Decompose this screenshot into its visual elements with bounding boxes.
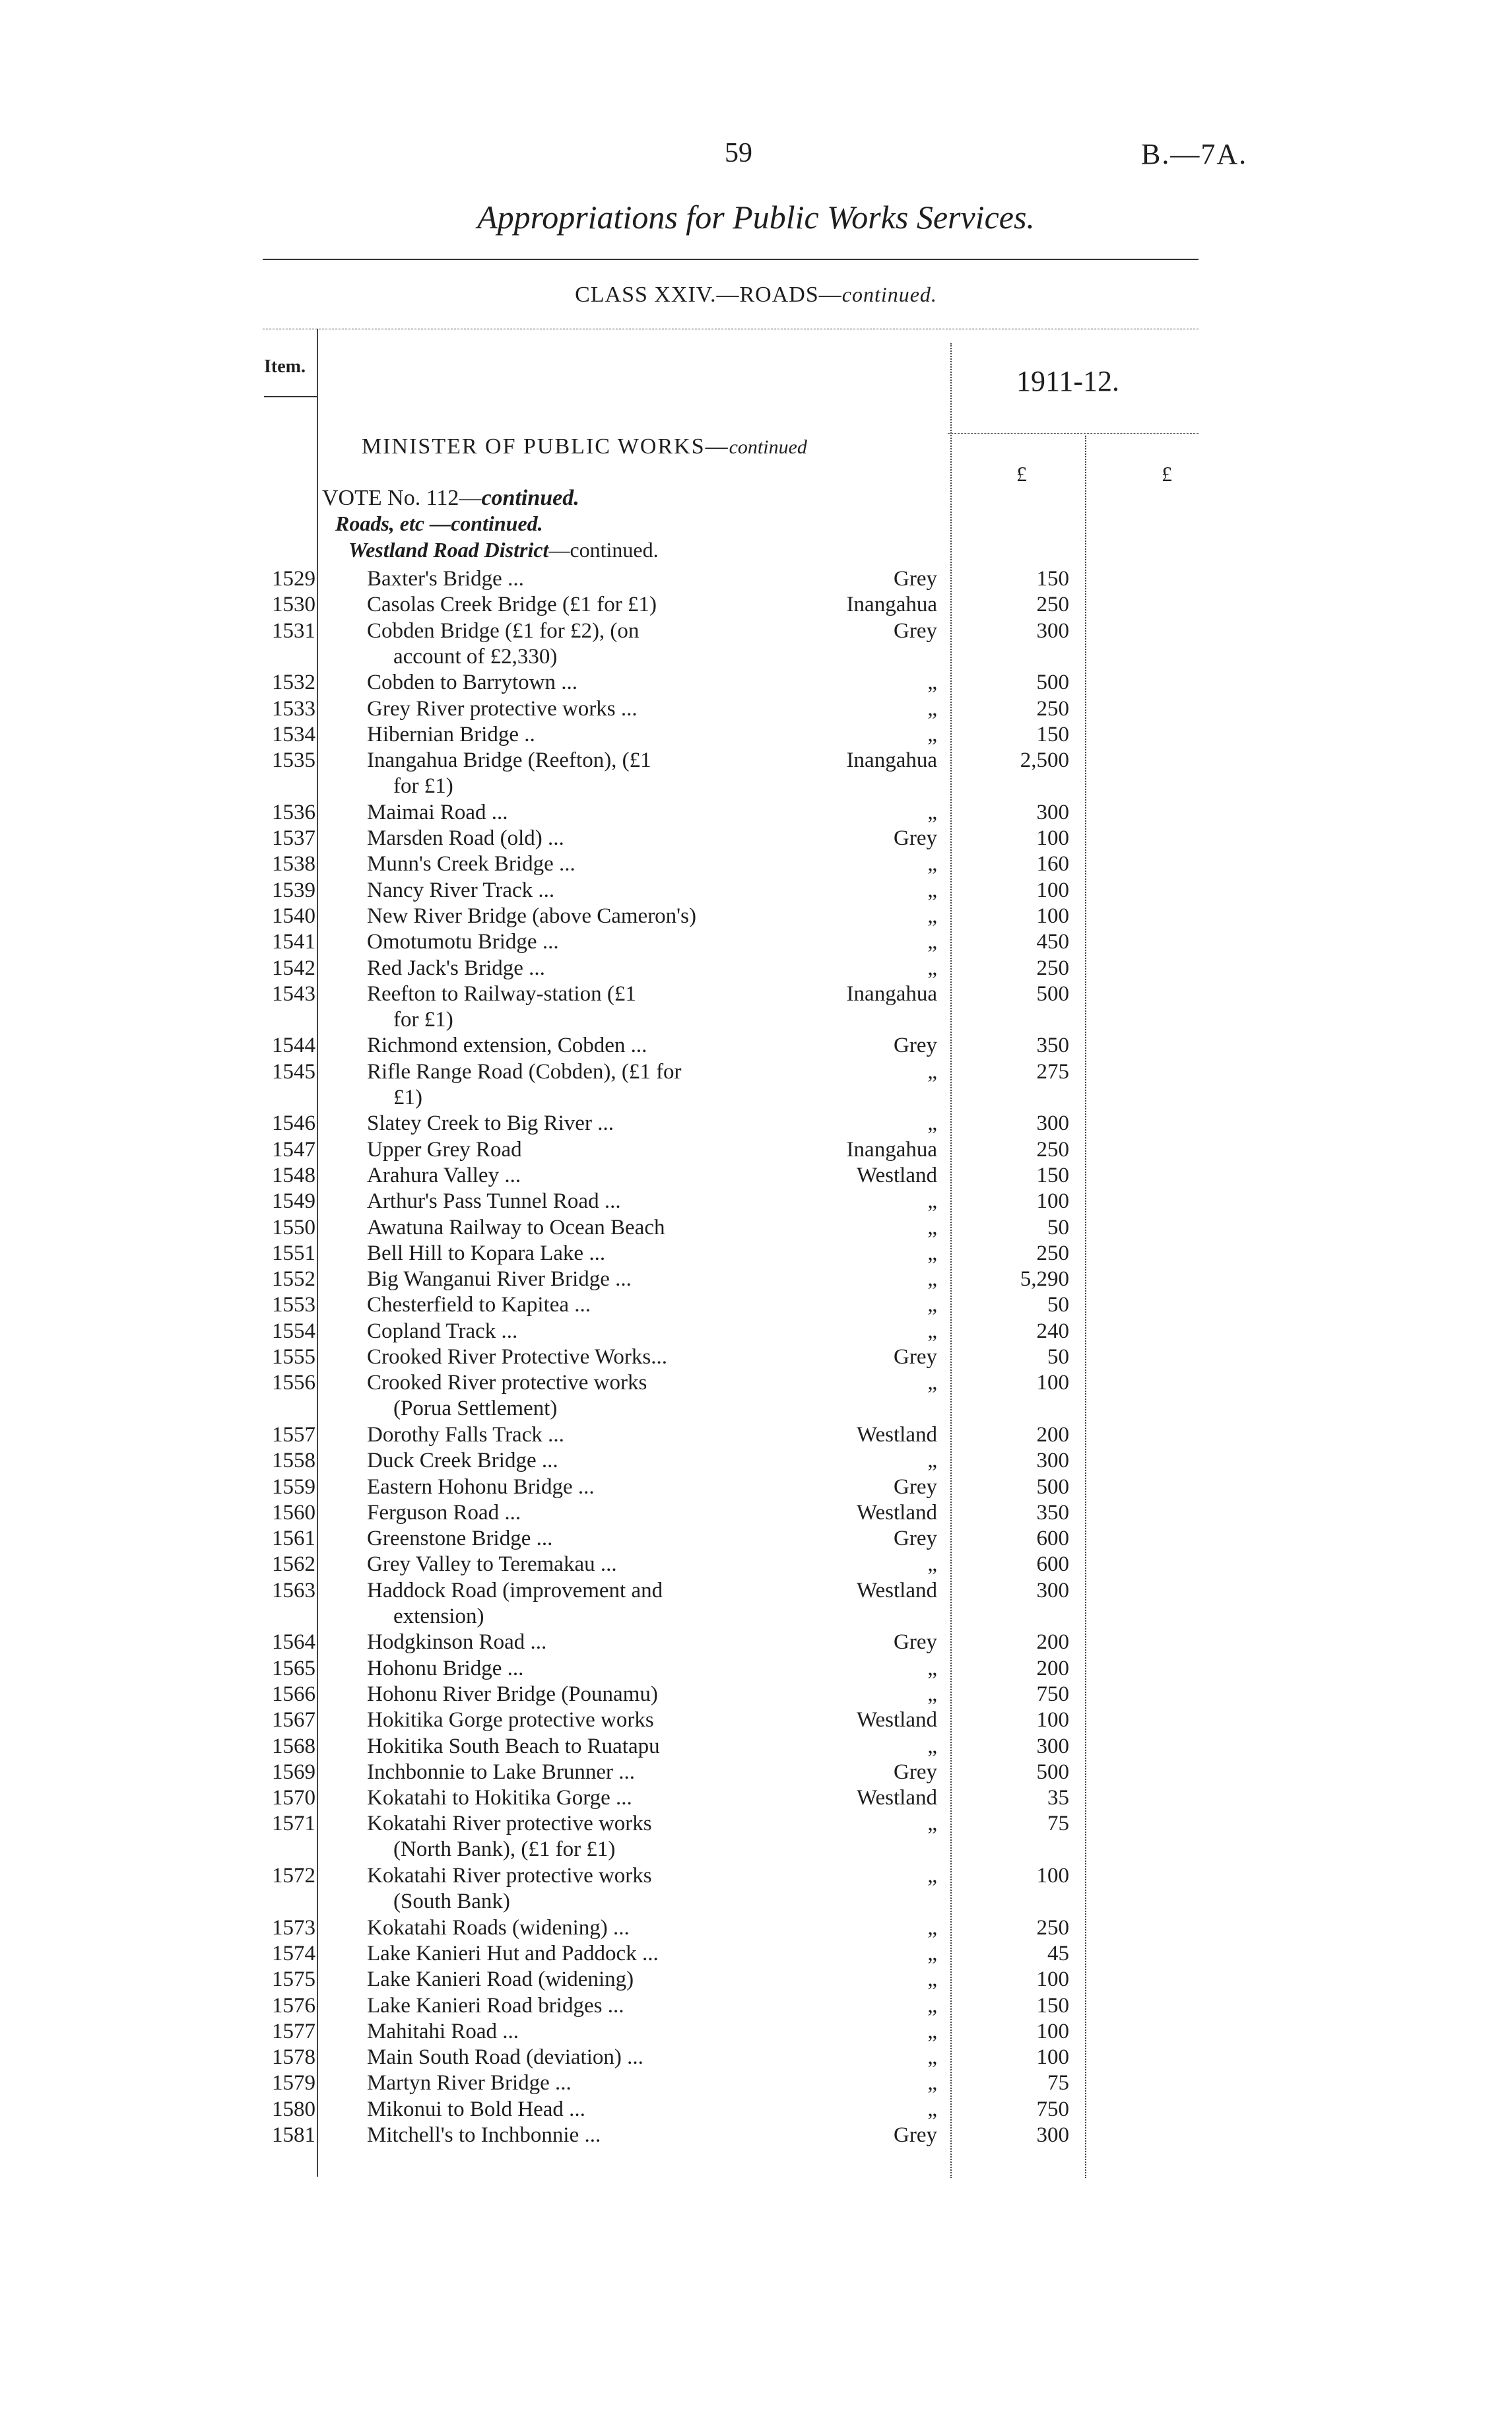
item-electorate: „: [927, 696, 937, 721]
item-amount: 100: [1036, 878, 1069, 902]
item-number: 1543: [272, 981, 315, 1006]
item-electorate: „: [927, 1812, 937, 1836]
item-electorate: „: [927, 1267, 937, 1292]
item-number: 1554: [272, 1319, 315, 1343]
item-description: [367, 1941, 770, 1967]
item-number: 1542: [272, 956, 315, 980]
ministry-heading-continued: continued: [729, 436, 807, 458]
item-amount: 350: [1036, 1500, 1069, 1525]
item-description: [367, 1292, 770, 1318]
item-electorate: Westland: [857, 1786, 937, 1810]
item-description-continuation: extension): [393, 1604, 484, 1628]
item-description: [367, 1863, 770, 1915]
item-amount: 750: [1036, 1682, 1069, 1706]
item-description: [367, 1578, 770, 1630]
item-electorate: „: [927, 1941, 937, 1965]
item-amount: 300: [1036, 2123, 1069, 2147]
item-number: 1560: [272, 1500, 315, 1525]
item-description: [367, 956, 770, 981]
item-amount: 600: [1036, 1552, 1069, 1577]
vote-heading-text: VOTE No. 112—: [322, 486, 482, 510]
item-number: 1541: [272, 930, 315, 954]
item-amount: 100: [1036, 2045, 1069, 2070]
item-description-line: Chesterfield to Kapitea ...: [367, 1293, 591, 1317]
item-electorate: Grey: [894, 1474, 937, 1499]
item-description: [367, 566, 770, 592]
item-electorate: „: [927, 1215, 937, 1239]
item-electorate: „: [927, 2097, 937, 2121]
item-amount: 300: [1036, 618, 1069, 643]
item-number: 1575: [272, 1967, 315, 1992]
item-amount: 100: [1036, 826, 1069, 850]
item-number: 1576: [272, 1993, 315, 2018]
item-description: [367, 1760, 770, 1785]
item-description-line: Lake Kanieri Road (widening): [367, 1967, 634, 1992]
item-number: 1539: [272, 878, 315, 902]
item-electorate: „: [927, 956, 937, 980]
item-amount: 300: [1036, 1578, 1069, 1602]
item-amount: 250: [1036, 696, 1069, 721]
item-number: 1534: [272, 722, 315, 746]
item-amount: 50: [1047, 1293, 1069, 1317]
item-description: [367, 2070, 770, 2096]
item-description-line: Copland Track ...: [367, 1319, 518, 1343]
item-electorate: „: [927, 1682, 937, 1706]
item-description: [367, 851, 770, 877]
item-amount: 300: [1036, 800, 1069, 824]
item-number: 1558: [272, 1449, 315, 1473]
item-amount: 250: [1036, 1241, 1069, 1265]
item-description-line: Awatuna Railway to Ocean Beach: [367, 1215, 665, 1239]
item-description-line: Lake Kanieri Road bridges ...: [367, 1993, 624, 2018]
vote-heading: [322, 486, 579, 511]
item-description: [367, 1811, 770, 1863]
district-heading-continued: —continued.: [548, 538, 659, 562]
item-amount: 300: [1036, 1734, 1069, 1758]
item-number: 1559: [272, 1474, 315, 1499]
item-description-continuation: account of £2,330): [393, 644, 558, 669]
item-number: 1530: [272, 593, 315, 617]
item-amount: 240: [1036, 1319, 1069, 1343]
item-description-line: Marsden Road (old) ...: [367, 826, 564, 850]
item-description: [367, 1526, 770, 1552]
item-description-line: Lake Kanieri Hut and Paddock ...: [367, 1941, 659, 1965]
item-number: 1547: [272, 1137, 315, 1162]
item-description-line: Hohonu River Bridge (Pounamu): [367, 1682, 658, 1706]
item-electorate: „: [927, 1241, 937, 1265]
item-description-line: Reefton to Railway-station (£1: [367, 981, 636, 1006]
item-description: [367, 1344, 770, 1370]
item-description: [367, 1422, 770, 1448]
item-description-line: Maimai Road ...: [367, 800, 508, 824]
item-amount: 50: [1047, 1345, 1069, 1369]
item-number: 1556: [272, 1371, 315, 1395]
item-description: [367, 1059, 770, 1111]
item-amount: 35: [1047, 1786, 1069, 1810]
item-amount: 250: [1036, 956, 1069, 980]
item-description-continuation: (South Bank): [393, 1890, 510, 1913]
item-electorate: „: [927, 1189, 937, 1214]
item-electorate: „: [927, 1059, 937, 1084]
item-description-line: Duck Creek Bridge ...: [367, 1449, 558, 1473]
item-description: [367, 2045, 770, 2070]
roads-heading: Roads, etc —continued.: [335, 512, 543, 535]
item-description: [367, 1785, 770, 1811]
item-description-line: Dorothy Falls Track ...: [367, 1422, 564, 1447]
item-number: 1557: [272, 1422, 315, 1447]
item-description: [367, 670, 770, 696]
item-number: 1562: [272, 1552, 315, 1577]
electorate-column-divider: [950, 343, 952, 2178]
item-description: [367, 1915, 770, 1941]
item-description-line: Cobden to Barrytown ...: [367, 671, 577, 695]
item-electorate: „: [927, 2019, 937, 2043]
item-electorate: Grey: [894, 826, 937, 850]
item-description-line: Cobden Bridge (£1 for £2), (on: [367, 618, 640, 643]
item-electorate: „: [927, 904, 937, 928]
item-number: 1529: [272, 567, 315, 591]
item-number: 1555: [272, 1345, 315, 1369]
item-description-line: Baxter's Bridge ...: [367, 567, 524, 591]
item-description-line: Main South Road (deviation) ...: [367, 2045, 643, 2070]
item-description-line: Kokatahi River protective works: [367, 1812, 652, 1836]
item-amount: 300: [1036, 1449, 1069, 1473]
item-number: 1578: [272, 2045, 315, 2070]
item-description: [367, 878, 770, 904]
item-description-line: Kokatahi Roads (widening) ...: [367, 1915, 630, 1940]
item-description: [367, 1707, 770, 1733]
item-electorate: Inangahua: [846, 981, 937, 1006]
item-description-line: Crooked River Protective Works...: [367, 1345, 667, 1369]
item-electorate: „: [927, 878, 937, 902]
item-description-line: Martyn River Bridge ...: [367, 2071, 572, 2096]
item-number: 1569: [272, 1760, 315, 1784]
item-description-line: Kokatahi River protective works: [367, 1864, 652, 1888]
title-rule: [263, 259, 1199, 260]
item-description: [367, 981, 770, 1033]
item-amount: 45: [1047, 1941, 1069, 1965]
item-amount: 350: [1036, 1034, 1069, 1058]
district-heading: [348, 538, 659, 562]
item-number: 1580: [272, 2097, 315, 2121]
item-description: [367, 1241, 770, 1267]
item-description-line: Grey River protective works ...: [367, 696, 638, 721]
item-description-line: Arthur's Pass Tunnel Road ...: [367, 1189, 621, 1214]
item-amount: 300: [1036, 1111, 1069, 1136]
item-amount: 75: [1047, 2071, 1069, 2096]
item-amount: 275: [1036, 1059, 1069, 1084]
item-electorate: Grey: [894, 618, 937, 643]
item-electorate: „: [927, 1111, 937, 1136]
item-amount: 150: [1036, 1163, 1069, 1187]
item-description-line: Richmond extension, Cobden ...: [367, 1034, 647, 1058]
item-electorate: „: [927, 1734, 937, 1758]
item-description-line: Slatey Creek to Big River ...: [367, 1111, 614, 1136]
item-description-line: Kokatahi to Hokitika Gorge ...: [367, 1786, 632, 1810]
item-electorate: „: [927, 2071, 937, 2096]
item-description: [367, 800, 770, 826]
item-amount: 75: [1047, 1812, 1069, 1836]
item-electorate: „: [927, 1552, 937, 1577]
item-electorate: Inangahua: [846, 748, 937, 773]
item-electorate: Grey: [894, 1630, 937, 1655]
item-electorate: Westland: [857, 1500, 937, 1525]
item-electorate: „: [927, 800, 937, 824]
item-electorate: „: [927, 2045, 937, 2070]
class-heading-text: CLASS XXIV.—ROADS—: [575, 282, 842, 307]
item-description-line: Hodgkinson Road ...: [367, 1630, 547, 1655]
item-amount: 50: [1047, 1215, 1069, 1239]
item-description: [367, 1111, 770, 1137]
vote-heading-continued: continued.: [481, 486, 579, 510]
item-number: 1536: [272, 800, 315, 824]
item-amount: 160: [1036, 852, 1069, 876]
item-amount: 200: [1036, 1630, 1069, 1655]
item-description: [367, 2123, 770, 2148]
item-description: [367, 1682, 770, 1707]
item-amount: 250: [1036, 593, 1069, 617]
year-column-header: 1911-12.: [1016, 365, 1120, 397]
item-number: 1535: [272, 748, 315, 773]
item-description-line: Upper Grey Road: [367, 1137, 522, 1162]
item-amount: 200: [1036, 1656, 1069, 1680]
item-number: 1540: [272, 904, 315, 928]
currency-header-1: £: [1016, 462, 1027, 486]
item-amount: 150: [1036, 567, 1069, 591]
item-amount: 450: [1036, 930, 1069, 954]
item-description: [367, 748, 770, 799]
item-electorate: Grey: [894, 1345, 937, 1369]
item-description-line: Mahitahi Road ...: [367, 2019, 519, 2043]
item-electorate: Inangahua: [846, 1137, 937, 1162]
item-description: [367, 1267, 770, 1292]
item-number: 1561: [272, 1527, 315, 1551]
item-description: [367, 1552, 770, 1577]
item-electorate: Grey: [894, 1527, 937, 1551]
item-amount: 100: [1036, 904, 1069, 928]
item-description: [367, 1474, 770, 1500]
item-electorate: Westland: [857, 1578, 937, 1602]
item-description: [367, 592, 770, 618]
item-electorate: Westland: [857, 1708, 937, 1732]
item-amount: 100: [1036, 1967, 1069, 1992]
item-number: 1538: [272, 852, 315, 876]
item-description-line: Mitchell's to Inchbonnie ...: [367, 2123, 601, 2147]
item-description: [367, 696, 770, 722]
currency-header-2: £: [1162, 462, 1172, 486]
item-amount: 150: [1036, 722, 1069, 746]
item-description: [367, 1137, 770, 1163]
item-description: [367, 1370, 770, 1422]
item-electorate: „: [927, 722, 937, 746]
item-description-line: Mikonui to Bold Head ...: [367, 2097, 585, 2121]
item-description: [367, 1448, 770, 1474]
item-electorate: „: [927, 1371, 937, 1395]
item-amount: 500: [1036, 981, 1069, 1006]
item-number: 1546: [272, 1111, 315, 1136]
item-description-continuation: (North Bank), (£1 for £1): [393, 1837, 616, 1862]
item-description-line: Inangahua Bridge (Reefton), (£1: [367, 748, 651, 773]
item-description-continuation: for £1): [393, 1007, 453, 1032]
item-description-line: Big Wanganui River Bridge ...: [367, 1267, 632, 1292]
item-amount: 100: [1036, 2019, 1069, 2043]
item-number: 1544: [272, 1034, 315, 1058]
item-description: [367, 1967, 770, 1993]
item-number: 1572: [272, 1864, 315, 1888]
item-amount: 750: [1036, 2097, 1069, 2121]
item-number: 1573: [272, 1915, 315, 1940]
item-number: 1563: [272, 1578, 315, 1602]
item-description-line: Hokitika South Beach to Ruatapu: [367, 1734, 660, 1758]
item-amount: 100: [1036, 1708, 1069, 1732]
item-description-line: Grey Valley to Teremakau ...: [367, 1552, 617, 1577]
item-number: 1550: [272, 1215, 315, 1239]
item-number: 1567: [272, 1708, 315, 1732]
item-electorate: „: [927, 1319, 937, 1343]
item-description-line: Inchbonnie to Lake Brunner ...: [367, 1760, 635, 1784]
item-amount: 2,500: [1020, 748, 1069, 773]
item-header-underline: [264, 396, 317, 397]
item-description-line: Haddock Road (improvement and: [367, 1578, 663, 1602]
year-header-rule: [948, 433, 1199, 434]
item-description: [367, 1215, 770, 1241]
class-heading-continued: continued.: [841, 282, 937, 306]
item-amount: 100: [1036, 1371, 1069, 1395]
item-number: 1553: [272, 1293, 315, 1317]
item-electorate: „: [927, 1449, 937, 1473]
item-description: [367, 1033, 770, 1059]
item-number: 1565: [272, 1656, 315, 1680]
item-amount: 500: [1036, 1760, 1069, 1784]
item-description: [367, 1656, 770, 1682]
item-amount: 100: [1036, 1864, 1069, 1888]
item-column-header: Item.: [264, 356, 306, 377]
item-description-continuation: £1): [393, 1085, 422, 1109]
page-number: 59: [725, 138, 752, 168]
item-amount: 500: [1036, 671, 1069, 695]
item-description-line: Bell Hill to Kopara Lake ...: [367, 1241, 606, 1265]
item-description: [367, 2019, 770, 2045]
item-description: [367, 1630, 770, 1655]
item-description-line: Red Jack's Bridge ...: [367, 956, 545, 980]
district-heading-text: Westland Road District: [348, 538, 549, 562]
item-amount: 150: [1036, 1993, 1069, 2018]
item-description-line: Omotumotu Bridge ...: [367, 930, 559, 954]
item-description: [367, 929, 770, 955]
item-number: 1551: [272, 1241, 315, 1265]
item-description-line: Casolas Creek Bridge (£1 for £1): [367, 593, 657, 617]
item-description: [367, 618, 770, 670]
item-description: [367, 826, 770, 851]
item-number: 1574: [272, 1941, 315, 1965]
item-column-divider: [317, 329, 318, 2177]
item-electorate: Grey: [894, 1760, 937, 1784]
ministry-heading: [362, 434, 807, 459]
item-description-continuation: (Porua Settlement): [393, 1397, 558, 1421]
class-heading: [0, 282, 1512, 308]
item-electorate: „: [927, 1967, 937, 1992]
item-description: [367, 2097, 770, 2123]
item-number: 1537: [272, 826, 315, 850]
item-number: 1581: [272, 2123, 315, 2147]
item-electorate: Westland: [857, 1163, 937, 1187]
item-description: [367, 722, 770, 748]
item-electorate: „: [927, 1293, 937, 1317]
item-number: 1532: [272, 671, 315, 695]
item-description: [367, 904, 770, 929]
item-description-line: Ferguson Road ...: [367, 1500, 521, 1525]
item-description-line: Nancy River Track ...: [367, 878, 555, 902]
item-number: 1548: [272, 1163, 315, 1187]
item-description-line: Crooked River protective works: [367, 1371, 647, 1395]
item-description-line: Greenstone Bridge ...: [367, 1527, 553, 1551]
item-electorate: Westland: [857, 1422, 937, 1447]
item-number: 1545: [272, 1059, 315, 1084]
item-electorate: Grey: [894, 2123, 937, 2147]
item-number: 1568: [272, 1734, 315, 1758]
item-description: [367, 1500, 770, 1526]
item-number: 1566: [272, 1682, 315, 1706]
item-description: [367, 1319, 770, 1344]
item-electorate: „: [927, 1915, 937, 1940]
item-number: 1570: [272, 1786, 315, 1810]
item-electorate: Inangahua: [846, 593, 937, 617]
item-number: 1579: [272, 2071, 315, 2096]
item-amount: 600: [1036, 1527, 1069, 1551]
item-amount: 250: [1036, 1137, 1069, 1162]
item-electorate: „: [927, 930, 937, 954]
item-description: [367, 1163, 770, 1189]
item-number: 1549: [272, 1189, 315, 1214]
item-description-line: Hibernian Bridge ..: [367, 722, 535, 746]
item-description: [367, 1993, 770, 2019]
item-description-line: Rifle Range Road (Cobden), (£1 for: [367, 1059, 682, 1084]
amount-column-divider: [1085, 436, 1086, 2178]
item-electorate: „: [927, 1864, 937, 1888]
item-description: [367, 1189, 770, 1214]
item-electorate: Grey: [894, 567, 937, 591]
item-electorate: „: [927, 1656, 937, 1680]
item-electorate: „: [927, 671, 937, 695]
item-amount: 200: [1036, 1422, 1069, 1447]
item-amount: 500: [1036, 1474, 1069, 1499]
item-description-line: New River Bridge (above Cameron's): [367, 904, 696, 928]
item-description-continuation: for £1): [393, 774, 453, 799]
item-amount: 100: [1036, 1189, 1069, 1214]
item-number: 1531: [272, 618, 315, 643]
item-amount: 5,290: [1020, 1267, 1069, 1292]
item-electorate: „: [927, 852, 937, 876]
item-electorate: Grey: [894, 1034, 937, 1058]
item-description-line: Arahura Valley ...: [367, 1163, 521, 1187]
item-number: 1552: [272, 1267, 315, 1292]
page-title: Appropriations for Public Works Services.: [477, 199, 1035, 236]
ministry-heading-text: MINISTER OF PUBLIC WORKS—: [362, 434, 729, 459]
item-electorate: „: [927, 1993, 937, 2018]
item-description-line: Hokitika Gorge protective works: [367, 1708, 654, 1732]
item-number: 1571: [272, 1812, 315, 1836]
page-reference: B.—7A.: [1141, 138, 1248, 170]
item-description-line: Eastern Hohonu Bridge ...: [367, 1474, 595, 1499]
item-number: 1533: [272, 696, 315, 721]
item-number: 1564: [272, 1630, 315, 1655]
item-amount: 250: [1036, 1915, 1069, 1940]
item-description: [367, 1734, 770, 1760]
item-number: 1577: [272, 2019, 315, 2043]
item-description-line: Munn's Creek Bridge ...: [367, 852, 575, 876]
item-description-line: Hohonu Bridge ...: [367, 1656, 524, 1680]
